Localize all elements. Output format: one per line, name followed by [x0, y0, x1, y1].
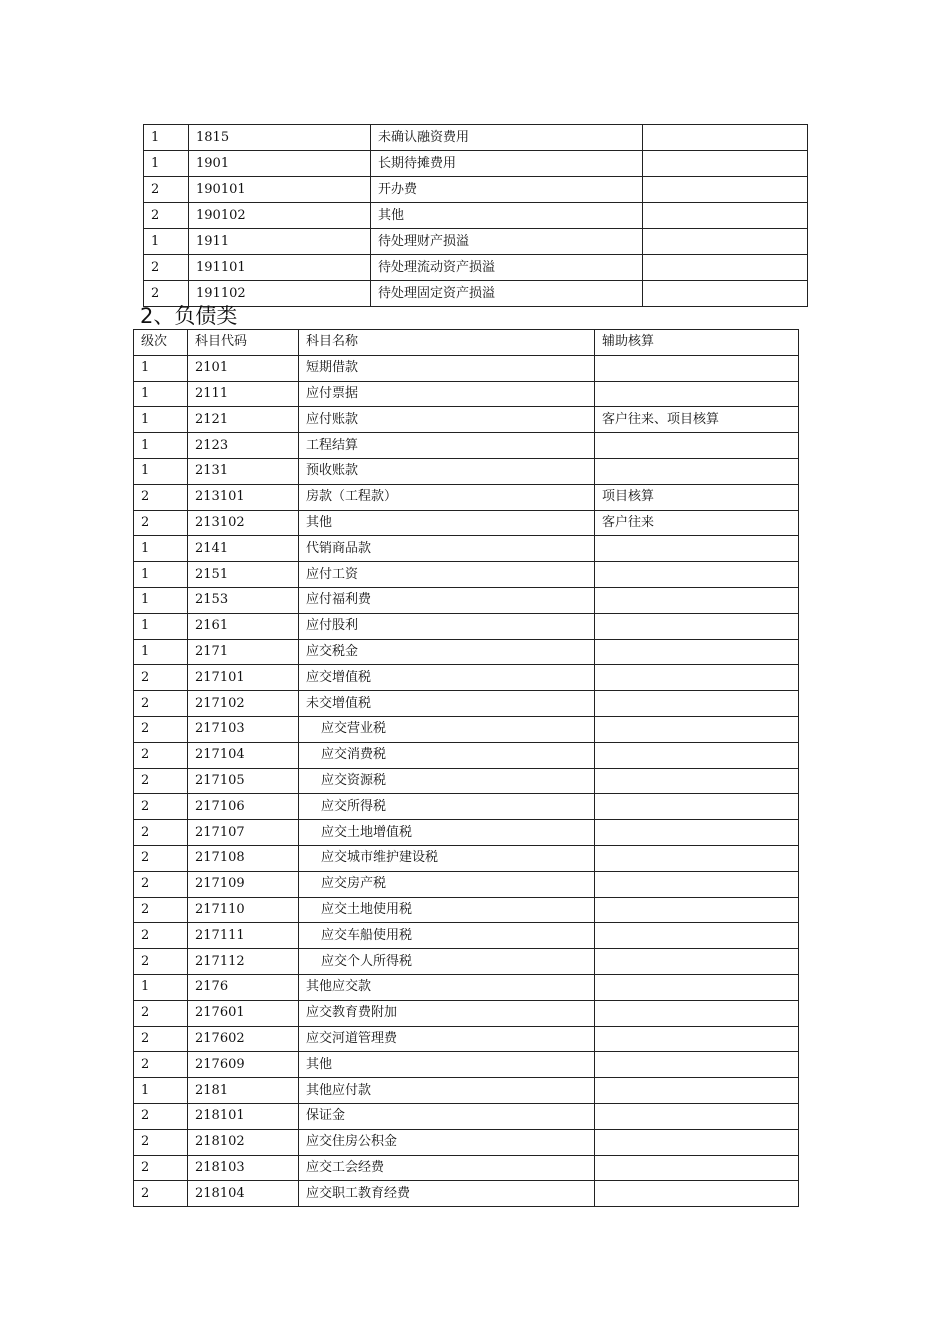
header-aux: 辅助核算: [595, 330, 799, 356]
cell-name: 应付账款: [299, 407, 595, 433]
cell-level: 2: [134, 1052, 188, 1078]
table-row: [134, 794, 799, 820]
cell-aux: [595, 768, 799, 794]
cell-name: 应交税金: [299, 639, 595, 665]
cell-level: 1: [134, 562, 188, 588]
cell-name: 应交所得税: [299, 794, 595, 820]
cell-aux: [595, 1103, 799, 1129]
table-row: [144, 255, 808, 281]
table-row: [134, 1026, 799, 1052]
cell-aux: [595, 691, 799, 717]
cell-level: 1: [134, 587, 188, 613]
cell-code: 217106: [188, 794, 299, 820]
table-row: [134, 897, 799, 923]
cell-aux: [595, 871, 799, 897]
table-row: [144, 281, 808, 307]
cell-level: 2: [134, 716, 188, 742]
table-row: [144, 125, 808, 151]
cell-aux: [595, 613, 799, 639]
cell-level: 2: [134, 820, 188, 846]
table-row: [134, 1078, 799, 1104]
table-row: [134, 923, 799, 949]
table-row: [144, 203, 808, 229]
cell-level: 1: [134, 433, 188, 459]
cell-level: 1: [144, 125, 189, 151]
cell-code: 2181: [188, 1078, 299, 1104]
cell-level: 2: [134, 1103, 188, 1129]
cell-level: 2: [134, 768, 188, 794]
table-row: [134, 845, 799, 871]
cell-code: 2153: [188, 587, 299, 613]
cell-name: 开办费: [371, 177, 643, 203]
cell-aux: [595, 923, 799, 949]
cell-name: 其他: [371, 203, 643, 229]
table-row: [134, 949, 799, 975]
table-row: [134, 1000, 799, 1026]
table-header-row: [134, 330, 799, 356]
cell-level: 2: [134, 691, 188, 717]
table-row: [134, 1155, 799, 1181]
table-row: [134, 1052, 799, 1078]
table-row: [134, 433, 799, 459]
cell-name: 未确认融资费用: [371, 125, 643, 151]
cell-aux: 客户往来、项目核算: [595, 407, 799, 433]
cell-code: 217112: [188, 949, 299, 975]
cell-level: 2: [134, 742, 188, 768]
table-row: [134, 562, 799, 588]
cell-level: 2: [134, 665, 188, 691]
cell-code: 217101: [188, 665, 299, 691]
cell-name: 应交住房公积金: [299, 1129, 595, 1155]
cell-aux: [595, 562, 799, 588]
cell-level: 1: [134, 639, 188, 665]
table-row: [134, 974, 799, 1000]
cell-code: 218104: [188, 1181, 299, 1207]
table-row: [134, 742, 799, 768]
cell-aux: [595, 1155, 799, 1181]
cell-code: 217109: [188, 871, 299, 897]
cell-aux: [595, 820, 799, 846]
cell-code: 191102: [189, 281, 371, 307]
cell-aux: [595, 665, 799, 691]
table-row: [134, 613, 799, 639]
cell-level: 2: [134, 1129, 188, 1155]
table-row: [134, 458, 799, 484]
cell-code: 213102: [188, 510, 299, 536]
cell-name: 应交个人所得税: [299, 949, 595, 975]
cell-aux: [595, 1129, 799, 1155]
cell-aux: [595, 716, 799, 742]
cell-name: 短期借款: [299, 355, 595, 381]
table-row: [134, 587, 799, 613]
cell-aux: [595, 536, 799, 562]
section-heading-liabilities: 2、负债类: [140, 304, 238, 328]
cell-aux: [595, 949, 799, 975]
assets-table-body: [144, 125, 808, 307]
cell-name: 应付工资: [299, 562, 595, 588]
cell-level: 1: [134, 536, 188, 562]
cell-code: 1911: [189, 229, 371, 255]
cell-name: 预收账款: [299, 458, 595, 484]
cell-level: 2: [134, 510, 188, 536]
cell-name: 应付福利费: [299, 587, 595, 613]
cell-level: 2: [134, 845, 188, 871]
table-row: [134, 768, 799, 794]
cell-aux: 客户往来: [595, 510, 799, 536]
header-name: 科目名称: [299, 330, 595, 356]
table-row: [134, 639, 799, 665]
cell-level: 1: [134, 1078, 188, 1104]
cell-level: 2: [134, 794, 188, 820]
cell-code: 191101: [189, 255, 371, 281]
header-code: 科目代码: [188, 330, 299, 356]
cell-name: 其他应付款: [299, 1078, 595, 1104]
cell-name: 待处理流动资产损溢: [371, 255, 643, 281]
cell-name: 待处理固定资产损溢: [371, 281, 643, 307]
cell-code: 2123: [188, 433, 299, 459]
cell-name: 应交土地使用税: [299, 897, 595, 923]
header-level: 级次: [134, 330, 188, 356]
table-row: [134, 1129, 799, 1155]
cell-code: 2161: [188, 613, 299, 639]
cell-name: 应付票据: [299, 381, 595, 407]
cell-aux: [595, 1078, 799, 1104]
table-row: [144, 177, 808, 203]
cell-name: 应交房产税: [299, 871, 595, 897]
cell-level: 1: [134, 407, 188, 433]
cell-name: 房款（工程款）: [299, 484, 595, 510]
table-row: [134, 510, 799, 536]
table-row: [134, 536, 799, 562]
cell-aux: [595, 1052, 799, 1078]
cell-level: 2: [134, 949, 188, 975]
cell-code: 218103: [188, 1155, 299, 1181]
cell-aux: [595, 639, 799, 665]
cell-aux: [643, 125, 808, 151]
cell-name: 未交增值税: [299, 691, 595, 717]
cell-aux: [595, 587, 799, 613]
cell-name: 待处理财产损溢: [371, 229, 643, 255]
cell-aux: [595, 794, 799, 820]
cell-code: 217110: [188, 897, 299, 923]
cell-code: 2121: [188, 407, 299, 433]
table-row: [134, 1103, 799, 1129]
cell-level: 1: [134, 458, 188, 484]
cell-aux: [595, 845, 799, 871]
table-row: [134, 716, 799, 742]
cell-name: 应交营业税: [299, 716, 595, 742]
cell-code: 2101: [188, 355, 299, 381]
cell-aux: [643, 255, 808, 281]
cell-code: 217111: [188, 923, 299, 949]
cell-code: 2176: [188, 974, 299, 1000]
cell-name: 应交工会经费: [299, 1155, 595, 1181]
cell-name: 应交教育费附加: [299, 1000, 595, 1026]
assets-account-table: [143, 124, 808, 307]
table-row: [134, 407, 799, 433]
cell-aux: [595, 381, 799, 407]
cell-name: 应交土地增值税: [299, 820, 595, 846]
cell-code: 2111: [188, 381, 299, 407]
cell-code: 218102: [188, 1129, 299, 1155]
cell-code: 2171: [188, 639, 299, 665]
cell-level: 1: [134, 355, 188, 381]
cell-code: 218101: [188, 1103, 299, 1129]
cell-aux: [595, 974, 799, 1000]
cell-level: 2: [134, 897, 188, 923]
table-row: [134, 1181, 799, 1207]
cell-code: 217609: [188, 1052, 299, 1078]
cell-aux: [643, 151, 808, 177]
table-row: [144, 151, 808, 177]
cell-code: 217104: [188, 742, 299, 768]
cell-code: 217601: [188, 1000, 299, 1026]
cell-code: 1815: [189, 125, 371, 151]
cell-code: 217102: [188, 691, 299, 717]
cell-aux: [643, 281, 808, 307]
cell-name: 应交城市维护建设税: [299, 845, 595, 871]
cell-code: 217103: [188, 716, 299, 742]
cell-code: 190101: [189, 177, 371, 203]
cell-level: 1: [144, 151, 189, 177]
table-row: [134, 665, 799, 691]
cell-level: 2: [134, 871, 188, 897]
cell-aux: [595, 742, 799, 768]
cell-name: 工程结算: [299, 433, 595, 459]
cell-name: 保证金: [299, 1103, 595, 1129]
cell-name: 应交职工教育经费: [299, 1181, 595, 1207]
cell-level: 1: [144, 229, 189, 255]
table-row: [134, 355, 799, 381]
cell-aux: [643, 229, 808, 255]
cell-level: 2: [134, 1000, 188, 1026]
cell-code: 217105: [188, 768, 299, 794]
cell-code: 2151: [188, 562, 299, 588]
cell-code: 1901: [189, 151, 371, 177]
cell-name: 其他应交款: [299, 974, 595, 1000]
cell-aux: [643, 203, 808, 229]
cell-code: 2131: [188, 458, 299, 484]
cell-name: 代销商品款: [299, 536, 595, 562]
cell-level: 1: [134, 613, 188, 639]
cell-code: 213101: [188, 484, 299, 510]
table-row: [134, 484, 799, 510]
cell-aux: [595, 1000, 799, 1026]
cell-level: 1: [134, 381, 188, 407]
cell-name: 应交车船使用税: [299, 923, 595, 949]
cell-aux: 项目核算: [595, 484, 799, 510]
cell-code: 217107: [188, 820, 299, 846]
cell-name: 长期待摊费用: [371, 151, 643, 177]
cell-level: 2: [144, 203, 189, 229]
cell-aux: [595, 355, 799, 381]
cell-name: 应交增值税: [299, 665, 595, 691]
cell-aux: [595, 458, 799, 484]
cell-aux: [643, 177, 808, 203]
cell-name: 应付股利: [299, 613, 595, 639]
liabilities-account-table: [133, 329, 799, 1207]
cell-name: 应交消费税: [299, 742, 595, 768]
cell-name: 应交河道管理费: [299, 1026, 595, 1052]
cell-aux: [595, 433, 799, 459]
table-row: [134, 871, 799, 897]
cell-level: 2: [134, 484, 188, 510]
cell-name: 应交资源税: [299, 768, 595, 794]
cell-level: 2: [144, 255, 189, 281]
cell-level: 2: [144, 281, 189, 307]
cell-level: 2: [134, 923, 188, 949]
cell-aux: [595, 897, 799, 923]
cell-code: 217108: [188, 845, 299, 871]
cell-code: 217602: [188, 1026, 299, 1052]
cell-level: 2: [134, 1181, 188, 1207]
liabilities-table-body: [134, 355, 799, 1206]
table-row: [134, 820, 799, 846]
cell-level: 2: [144, 177, 189, 203]
cell-aux: [595, 1026, 799, 1052]
table-row: [134, 381, 799, 407]
table-row: [134, 691, 799, 717]
cell-name: 其他: [299, 510, 595, 536]
cell-code: 2141: [188, 536, 299, 562]
cell-name: 其他: [299, 1052, 595, 1078]
table-row: [144, 229, 808, 255]
cell-aux: [595, 1181, 799, 1207]
cell-level: 2: [134, 1026, 188, 1052]
cell-level: 1: [134, 974, 188, 1000]
cell-level: 2: [134, 1155, 188, 1181]
cell-code: 190102: [189, 203, 371, 229]
